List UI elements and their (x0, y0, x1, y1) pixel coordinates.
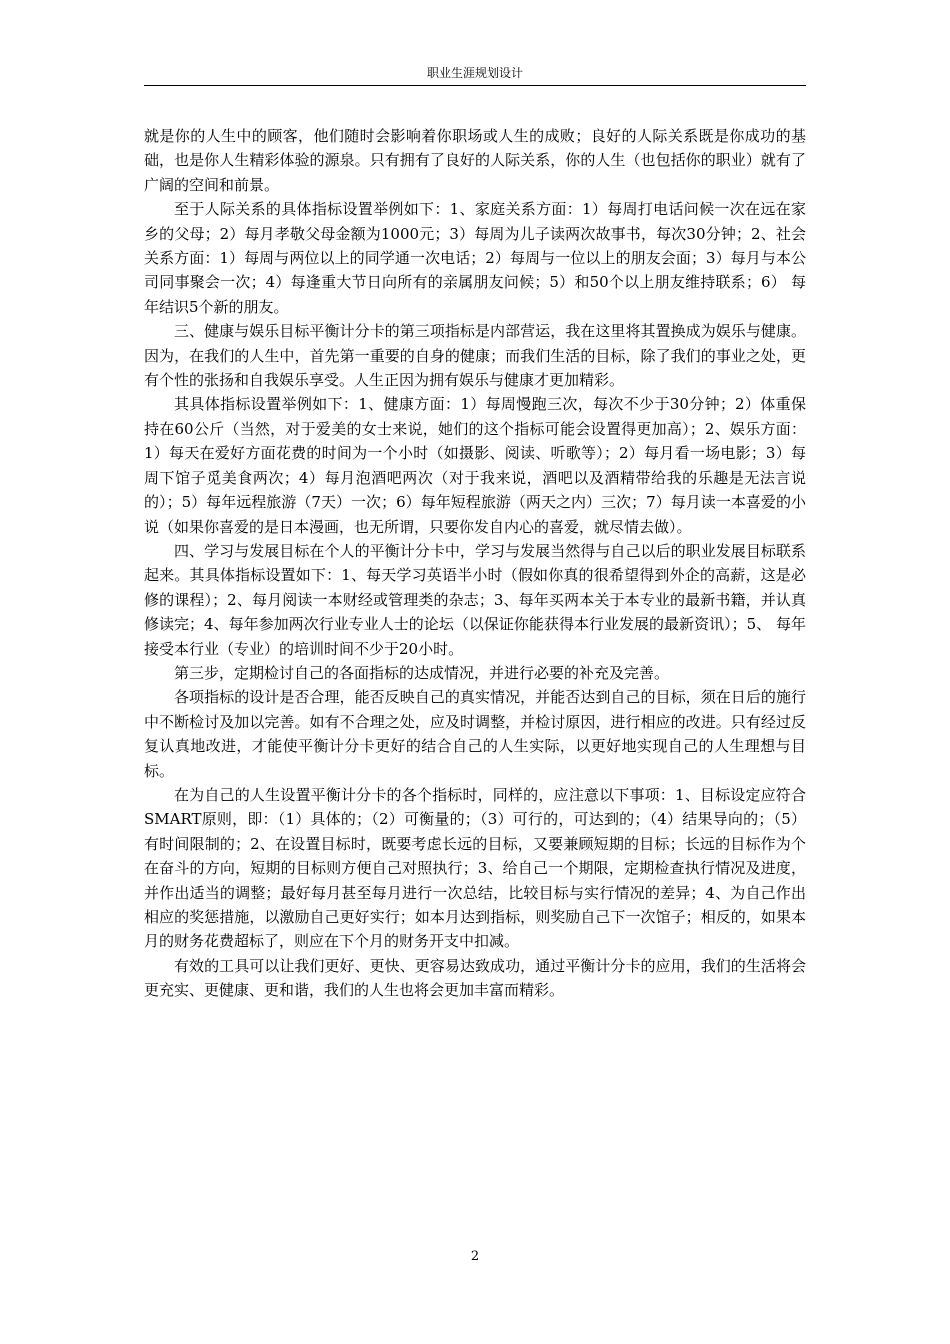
paragraph-7: 各项指标的设计是否合理，能否反映自己的真实情况，并能否达到自己的目标，须在日后的施行中不断检讨及加以完善。如有不合理之处，应及时调整，并检讨原因，进行相应的改进。只有经过反复认真地改进，才能使平衡计分卡更好的结合自己的人生实际，以更好地实现自己的人生理想与目标。 (144, 688, 806, 780)
paragraph-4: 其具体指标设置举例如下：1、健康方面：1）每周慢跑三次，每次不少于30分钟；2）体重保持在60公斤（当然，对于爱美的女士来说，她们的这个指标可能会设置得更加高）；2、娱乐方面：1）每天在爱好方面花费的时间为一个小时（如摄影、阅读、听歌等）；2）每月看一场电影；3）每周下馆子觅美食两次；4）每月泡酒吧两次（对于我来说，酒吧以及酒精带给我的乐趣是无法言说的）；5）每年远程旅游（7天）一次；6）每年短程旅游（两天之内）三次；7）每月读一本喜爱的小说（如果你喜爱的是日本漫画，也无所谓，只要你发自内心的喜爱，就尽情去做）。 (144, 395, 806, 536)
paragraph-6: 第三步，定期检讨自己的各面指标的达成情况，并进行必要的补充及完善。 (174, 663, 670, 682)
page-header (144, 66, 806, 86)
paragraph-8: 在为自己的人生设置平衡计分卡的各个指标时，同样的，应注意以下事项：1、目标设定应符合SMART原则，即：（1）具体的；（2）可衡量的；（3）可行的，可达到的；（4）结果导向的；（5）有时间限制的；2、在设置目标时，既要考虑长远的目标，又要兼顾短期的目标；长远的目标作为个在奋斗的方向，短期的目标则方便自己对照执行；3、给自己一个期限，定期检查执行情况及进度，并作出适当的调整；最好每月甚至每月进行一次总结，比较目标与实行情况的差异；4、为自己作出相应的奖惩措施，以激励自己更好实行；如本月达到指标，则奖励自己下一次馆子；相反的，如果本月的财务花费超标了，则应在下个月的财务开支中扣减。 (144, 785, 806, 951)
paragraph-1: 就是你的人生中的顾客，他们随时会影响着你职场或人生的成败；良好的人际关系既是你成功的基础，也是你人生精彩体验的源泉。只有拥有了良好的人际关系，你的人生（也包括你的职业）就有了广阔的空间和前景。 (144, 127, 806, 194)
paragraph-9: 有效的工具可以让我们更好、更快、更容易达致成功，通过平衡计分卡的应用，我们的生活将会更充实、更健康、更和谐，我们的人生也将会更加丰富而精彩。 (144, 956, 806, 1000)
document-body (144, 124, 806, 1003)
page-number: 2 (470, 1249, 480, 1264)
paragraph-2: 至于人际关系的具体指标设置举例如下：1、家庭关系方面：1）每周打电话问候一次在远在家乡的父母；2）每月孝敬父母金额为1000元；3）每周为儿子读两次故事书，每次30分钟；2、社会关系方面：1）每周与两位以上的同学通一次电话；2）每周与一位以上的朋友会面；3）每月与本公司同事聚会一次；4）每逢重大节日向所有的亲属朋友问候；5）和50个以上朋友维持联系；6） 每年结识5个新的朋友。 (144, 200, 806, 316)
paragraph-3: 三、健康与娱乐目标平衡计分卡的第三项指标是内部营运，我在这里将其置换成为娱乐与健康。因为，在我们的人生中，首先第一重要的自身的健康；而我们生活的目标，除了我们的事业之处，更有个性的张扬和自我娱乐享受。人生正因为拥有娱乐与健康才更加精彩。 (144, 322, 806, 390)
paragraph-5: 四、学习与发展目标在个人的平衡计分卡中，学习与发展当然得与自己以后的职业发展目标联系起来。其具体指标设置如下：1、每天学习英语半小时（假如你真的很希望得到外企的高薪，这是必修的课程）；2、每月阅读一本财经或管理类的杂志；3、每年买两本关于本专业的最新书籍，并认真修读完；4、每年参加两次行业专业人士的论坛（以保证你能获得本行业发展的最新资讯）；5、 每年接受本行业（专业）的培训时间不少于20小时。 (144, 541, 806, 658)
header-title: 职业生涯规划设计 (426, 66, 523, 80)
